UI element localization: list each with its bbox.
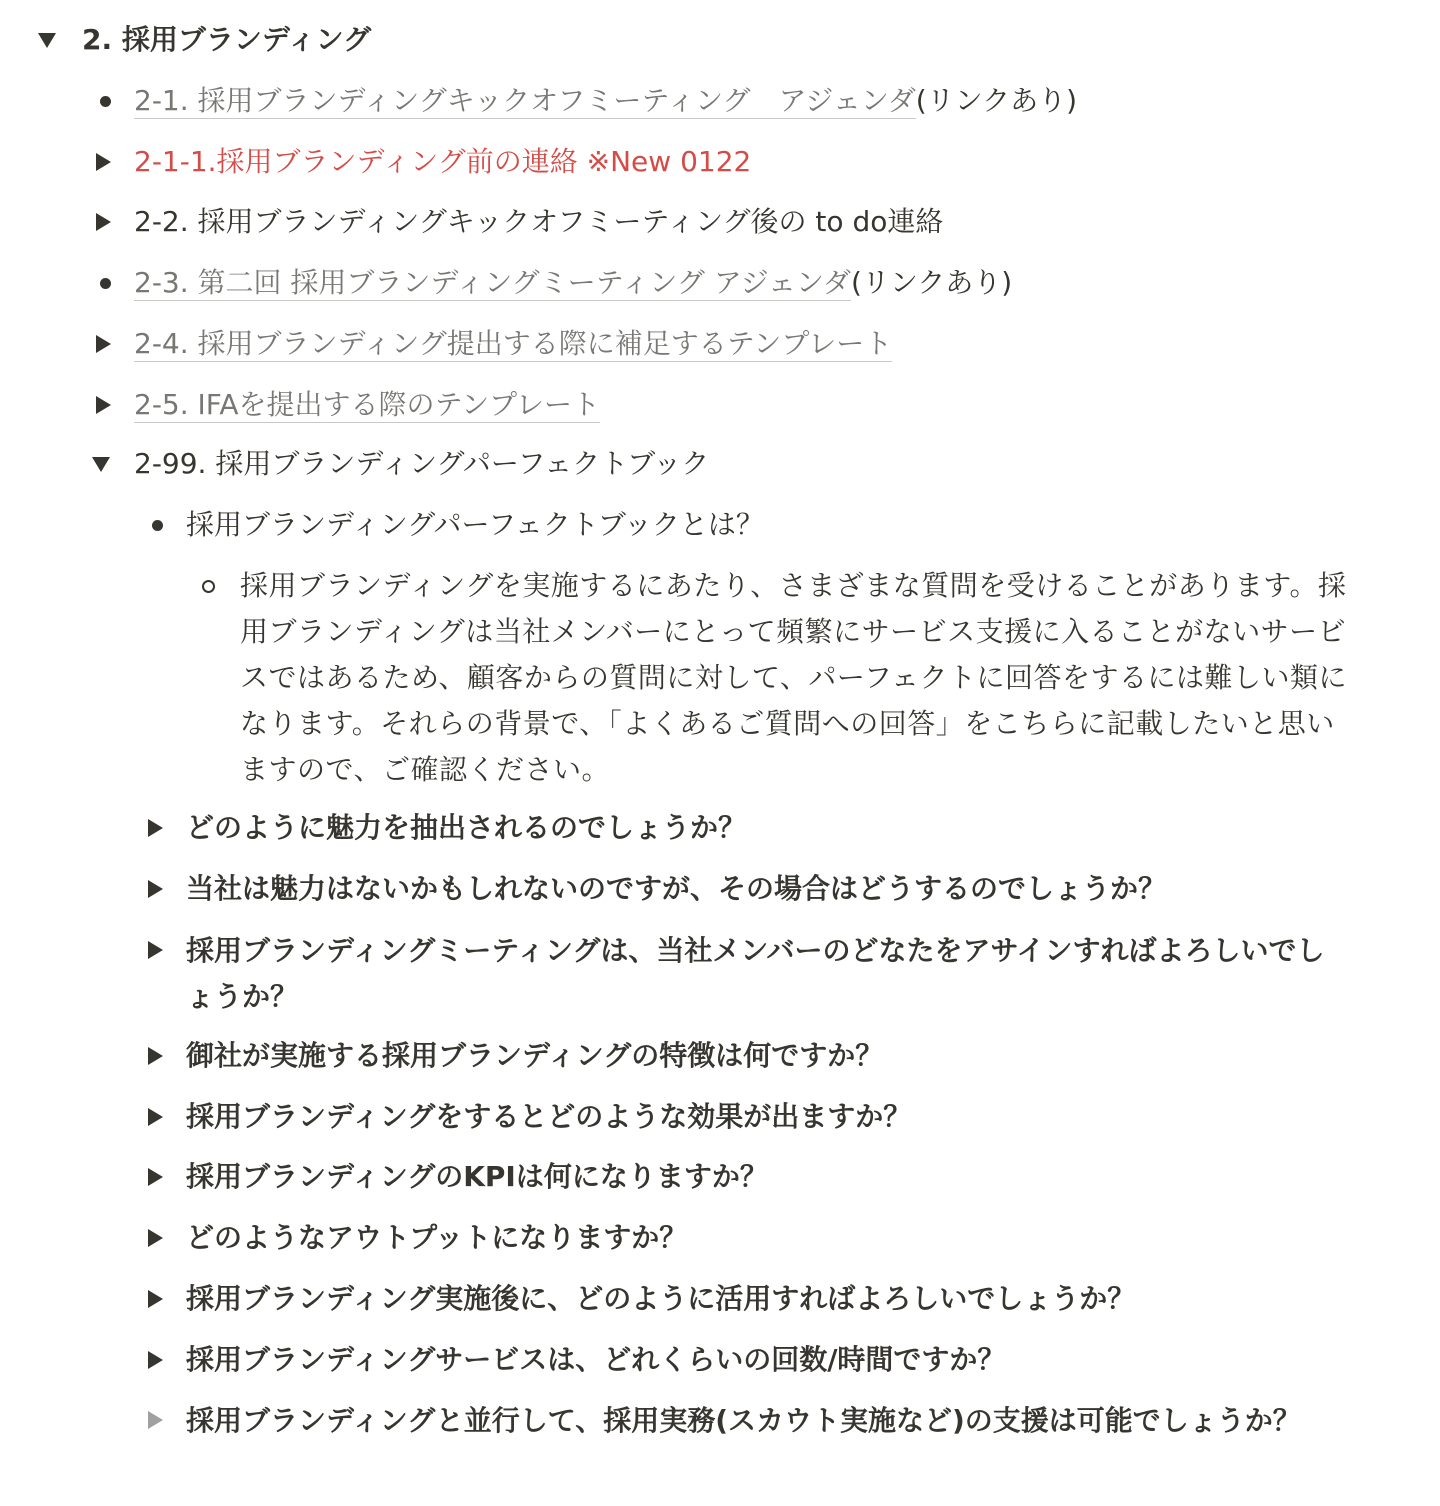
faq-question: 採用ブランディング実施後に、どのように活用すればよろしいでしょうか？ [186, 1282, 1136, 1315]
faq-toggle-9[interactable] [144, 1338, 1005, 1382]
faq-question: どのようなアウトプットになりますか？ [186, 1221, 688, 1254]
list-item-paragraph [196, 563, 1366, 793]
toggle-2-4[interactable] [92, 322, 892, 366]
toggle-closed-icon[interactable] [144, 1095, 186, 1139]
toggle-2-5[interactable] [92, 383, 600, 427]
link-suffix: (リンクあり) [850, 266, 1013, 299]
faq-question: 採用ブランディングをするとどのような効果が出ますか？ [186, 1100, 912, 1133]
faq-toggle-3[interactable] [144, 928, 1344, 1020]
toggle-closed-icon[interactable] [144, 1034, 186, 1078]
toggle-2-99[interactable] [92, 442, 709, 486]
link-2-4[interactable]: 2-4. 採用ブランディング提出する際に補足するテンプレート [134, 327, 893, 360]
faq-toggle-10[interactable] [144, 1398, 1344, 1444]
faq-question: どのように魅力を抽出されるのでしょうか？ [186, 811, 747, 844]
toggle-closed-icon[interactable] [92, 200, 134, 244]
faq-toggle-5[interactable] [144, 1095, 911, 1139]
faq-question: 当社は魅力はないかもしれないのですが、その場合はどうするのでしょうか？ [186, 872, 1167, 905]
toggle-open-icon[interactable] [38, 18, 82, 62]
toggle-open-icon[interactable] [92, 442, 134, 486]
link-2-5[interactable]: 2-5. IFAを提出する際のテンプレート [134, 388, 600, 421]
link-2-1[interactable]: 2-1. 採用ブランディングキックオフミーティング アジェンダ [134, 84, 916, 117]
bullet-icon [144, 503, 186, 547]
toggle-closed-icon[interactable] [144, 928, 186, 972]
toggle-2-2[interactable] [92, 200, 943, 244]
link-suffix: (リンクあり) [915, 84, 1078, 117]
toggle-closed-icon[interactable] [144, 1398, 186, 1442]
section-toggle-2[interactable] [38, 18, 371, 62]
faq-question: 御社が実施する採用ブランディングの特徴は何ですか？ [186, 1039, 884, 1072]
link-2-3[interactable]: 2-3. 第二回 採用ブランディングミーティング アジェンダ [134, 266, 851, 299]
list-item-what-is [144, 503, 764, 547]
faq-toggle-8[interactable] [144, 1277, 1135, 1321]
hollow-bullet-icon [196, 563, 240, 609]
faq-toggle-1[interactable] [144, 806, 746, 850]
faq-toggle-7[interactable] [144, 1216, 687, 1260]
toggle-closed-icon[interactable] [144, 1155, 186, 1199]
faq-question: 採用ブランディングと並行して、採用実務(スカウト実施など)の支援は可能でしょうか？ [186, 1404, 1301, 1437]
bullet-icon [92, 261, 134, 305]
toggle-closed-icon[interactable] [144, 1277, 186, 1321]
toggle-closed-icon[interactable] [92, 140, 134, 184]
toggle-closed-icon[interactable] [144, 867, 186, 911]
section-title: 2. 採用ブランディング [82, 23, 372, 56]
list-item-2-3 [92, 261, 1012, 305]
toggle-closed-icon[interactable] [144, 1216, 186, 1260]
faq-question: 採用ブランディングミーティングは、当社メンバーのどなたをアサインすればよろしいでしょうか？ [186, 934, 1325, 1013]
toggle-2-1-1[interactable] [92, 140, 751, 184]
faq-toggle-2[interactable] [144, 867, 1166, 911]
toggle-closed-icon[interactable] [92, 322, 134, 366]
what-is-label: 採用ブランディングパーフェクトブックとは？ [186, 508, 764, 541]
bullet-icon [92, 79, 134, 123]
toggle-closed-icon[interactable] [144, 1338, 186, 1382]
faq-question: 採用ブランディングサービスは、どれくらいの回数/時間ですか？ [186, 1343, 1006, 1376]
faq-toggle-4[interactable] [144, 1034, 883, 1078]
toggle-closed-icon[interactable] [92, 383, 134, 427]
toggle-label: 2-2. 採用ブランディングキックオフミーティング後の to do連絡 [134, 205, 944, 238]
faq-toggle-6[interactable] [144, 1155, 768, 1199]
toggle-label: 2-1-1.採用ブランディング前の連絡 ※New 0122 [134, 145, 752, 178]
toggle-closed-icon[interactable] [144, 806, 186, 850]
faq-question: 採用ブランディングのKPIは何になりますか？ [186, 1160, 768, 1193]
intro-paragraph: 採用ブランディングを実施するにあたり、さまざまな質問を受けることがあります。採用ブランディングは当社メンバーにとって頻繁にサービス支援に入ることがないサービスではあるため、顧客からの質問に対して、パーフェクトに回答をするには難しい類になります。それらの背景で、「よくあるご質問への回答」をこちらに記載したいと思いますので、ご確認ください。 [240, 569, 1348, 786]
toggle-label: 2-99. 採用ブランディングパーフェクトブック [134, 447, 710, 480]
list-item-2-1 [92, 79, 1077, 123]
